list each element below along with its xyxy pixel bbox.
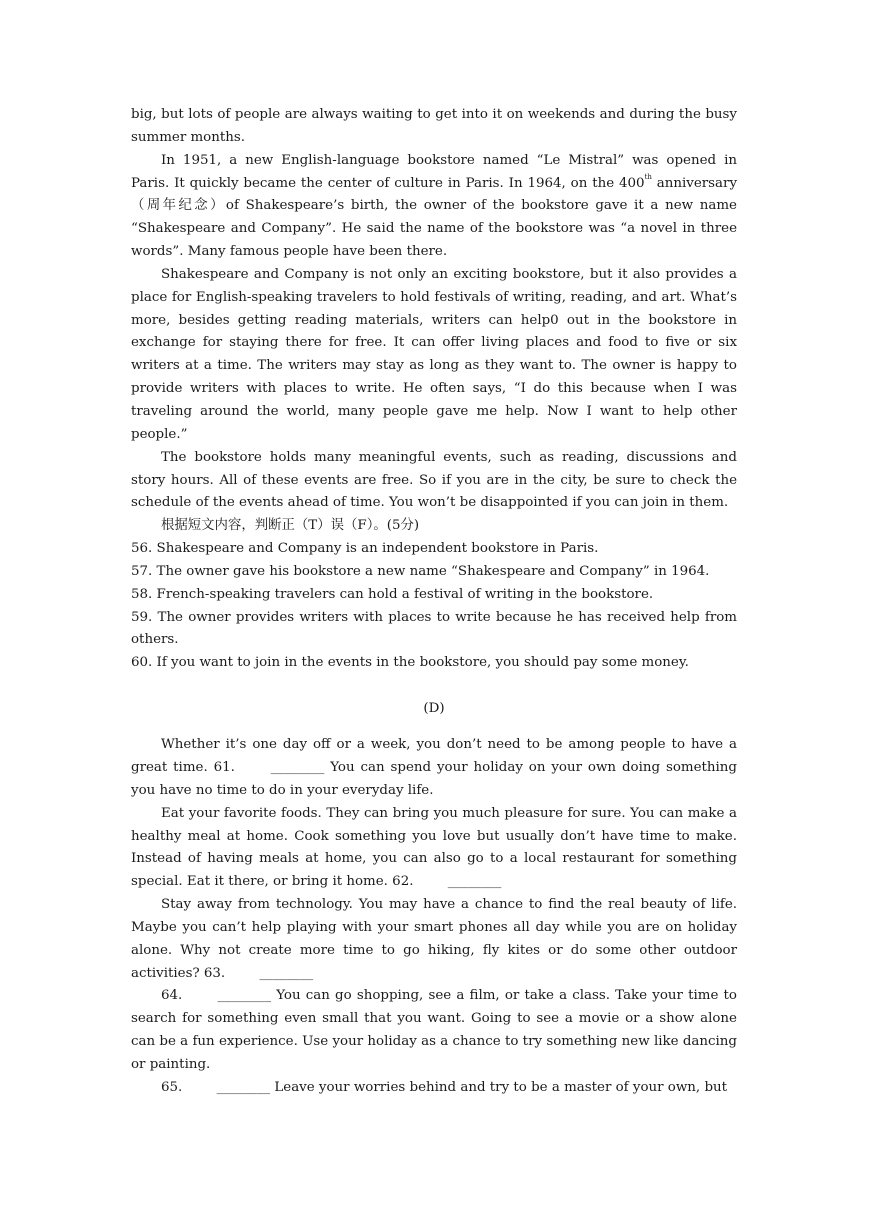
- paragraph-d-5-a: 65.: [161, 1079, 187, 1095]
- paragraph-c-2: [131, 150, 737, 264]
- paragraph-d-4-a: 64.: [161, 988, 188, 1004]
- paragraph-d-1-a: Whether it’s one day off or a week, you don’t need to be among people to have a great time. 61.: [131, 737, 737, 776]
- paragraph-d-3-a: Stay away from technology. You may have a chance to find the real beauty of life. Maybe you can’t help playing with your smart phones all day while you are on holiday alone. Why not create more time to go hiking, fly kites or do some other outdoor activities? 63.: [131, 897, 737, 981]
- paragraph-c-3: Shakespeare and Company is not only an exciting bookstore, but it also provides a place for English-speaking travelers to hold festivals of writing, reading, and art. What’s more, besides getting reading materials, writers can help0 out in the bookstore in exchange for staying there for free. It can offer living places and food to five or six writers at a time. The writers may stay as long as they want to. The owner is happy to provide writers with places to write. He often says, “I do this because when I was traveling around the world, many people gave me help. Now I want to help other people.”: [131, 266, 737, 442]
- document-page: [131, 104, 737, 1100]
- answer-blank-63: ________: [259, 965, 314, 981]
- answer-blank-65: ________: [216, 1079, 271, 1095]
- question-56: 56. Shakespeare and Company is an independent bookstore in Paris.: [131, 541, 599, 557]
- paragraph-c-4: The bookstore holds many meaningful events, such as reading, discussions and story hours. All of these events are free. So if you are in the city, be sure to check the schedule of the events ahead of time. You won’t be disappointed if you can join in them.: [131, 449, 737, 511]
- paragraph-d-1-b: You can spend your holiday on your own doing something you have no time to do in your everyday life.: [131, 760, 738, 798]
- question-59: 59. The owner provides writers with places to write because he has received help from others.: [131, 609, 737, 648]
- paragraph-d-4-b: You can go shopping, see a film, or take a class. Take your time to search for something even small that you want. Going to see a movie or a show alone can be a fun experience. Use your holiday as a chance to try something new like dancing or painting.: [131, 988, 737, 1072]
- paragraph-d-2-a: Eat your favorite foods. They can bring you much pleasure for sure. You can make a healthy meal at home. Cook something you love but usually don’t have time to make. Instead of having meals at home, you can also go to a local restaurant for something special. Eat it there, or bring it home. 62.: [131, 805, 737, 890]
- answer-blank-61: ________: [270, 760, 325, 776]
- section-d-heading: (D): [423, 700, 445, 716]
- ordinal-suffix: th: [644, 172, 652, 181]
- paragraph-c-2-part1: In 1951, a new English-language bookstore named “Le Mistral” was opened in Paris. It quickly became the center of culture in Paris. In 1964, on the 400: [131, 152, 737, 191]
- question-58: 58. French-speaking travelers can hold a festival of writing in the bookstore.: [131, 586, 654, 602]
- question-57: 57. The owner gave his bookstore a new name “Shakespeare and Company” in 1964.: [131, 563, 710, 579]
- paragraph-c-2-part2: anniversary（周年纪念）of Shakespeare’s birth, the owner of the bookstore gave it a new name “Shakespeare and Company”. He said the name of the bookstore was “a novel in three words”. Many famous people have been there.: [131, 175, 738, 260]
- paragraph-d-2: [131, 803, 737, 894]
- instruction-text: 根据短文内容，判断正（T）误（F）。(5分): [161, 518, 420, 534]
- paragraph-d-3: [131, 894, 737, 985]
- answer-blank-62: ________: [447, 874, 502, 890]
- paragraph-c-1: big, but lots of people are always waiting to get into it on weekends and during the busy summer months.: [131, 107, 737, 145]
- paragraph-d-1: [131, 734, 737, 803]
- paragraph-d-4: [131, 985, 737, 1076]
- question-60: 60. If you want to join in the events in the bookstore, you should pay some money.: [131, 655, 689, 671]
- paragraph-d-5-b: Leave your worries behind and try to be a master of your own, but: [270, 1079, 728, 1095]
- paragraph-d-5: [131, 1077, 737, 1100]
- answer-blank-64: ________: [217, 988, 272, 1004]
